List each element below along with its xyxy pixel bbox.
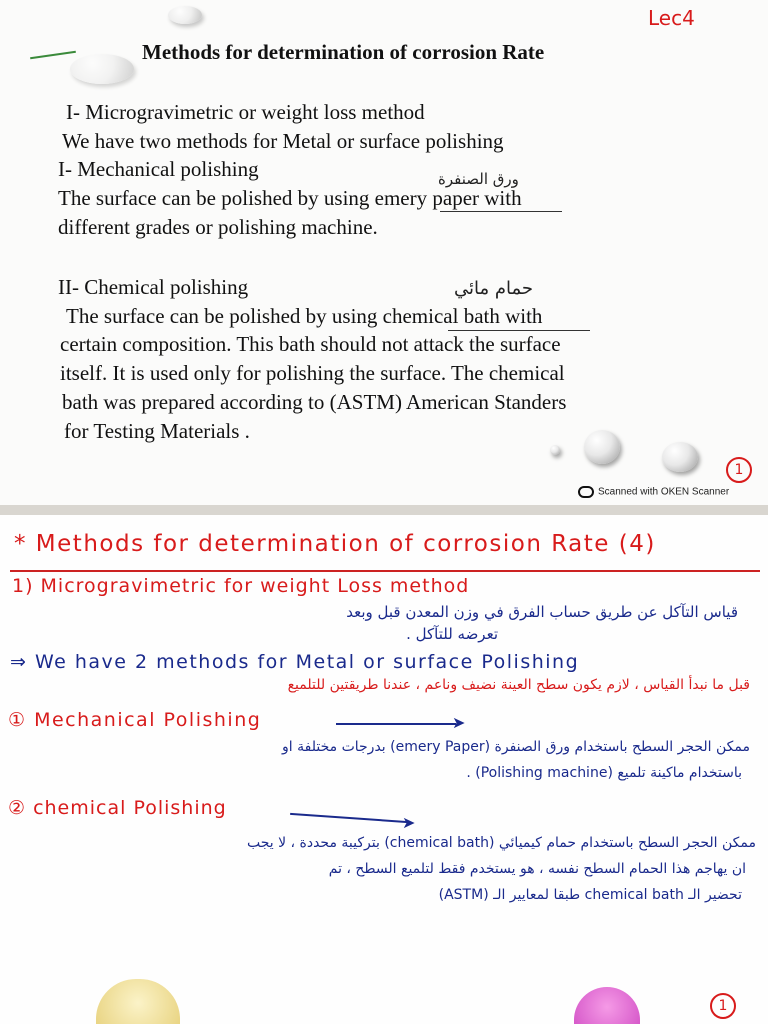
text-line: We have two methods for Metal or surface polishing — [62, 129, 504, 153]
typed-notes-page — [0, 0, 768, 505]
page-number: 1 — [718, 998, 728, 1014]
arrow-line — [290, 813, 408, 823]
scanner-text: Scanned with OKEN Scanner — [598, 486, 730, 498]
water-drop — [550, 445, 560, 455]
arabic-note: ان يهاجم هذا الحمام السطح نفسه ، هو يستخدم فقط لتلميع السطح ، تم — [328, 861, 746, 877]
text-line: for Testing Materials . — [64, 419, 250, 443]
page-number: 1 — [734, 462, 744, 478]
methods-line: ⇒ We have 2 methods for Metal or surface Polishing — [10, 651, 580, 673]
clip-decoration — [574, 987, 640, 1024]
arabic-note: ممكن الحجر السطح باستخدام حمام كيميائي (chemical bath) بتركيبة محددة ، لا يجب — [246, 835, 756, 851]
clip-decoration — [96, 979, 180, 1024]
title-underline — [10, 570, 760, 572]
arabic-note: ممكن الحجر السطح باستخدام ورق الصنفرة (emery Paper) بدرجات مختلفة او — [282, 739, 750, 755]
emery-underline — [440, 211, 562, 212]
annotation-bath-arabic: حمام مائي — [454, 278, 534, 299]
heading-microgravimetric: 1) Microgravimetric for weight Loss method — [12, 575, 470, 597]
page-title: Methods for determination of corrosion Rate — [142, 40, 545, 64]
arabic-note: قياس التآكل عن طريق حساب الفرق في وزن المعدن قبل وبعد — [346, 603, 738, 621]
subheading-chemical: II- Chemical polishing — [58, 275, 249, 299]
text-line: The surface can be polished by using emery paper with — [58, 186, 522, 210]
handwritten-title: * Methods for determination of corrosion Rate (4) — [14, 531, 656, 557]
heading-chemical: ② chemical Polishing — [8, 797, 227, 819]
text-line: The surface can be polished by using chemical bath with — [66, 304, 543, 328]
text-line: bath was prepared according to (ASTM) American Standers — [62, 390, 567, 414]
arrow-head-icon: ➤ — [452, 713, 466, 732]
handwritten-notes-page — [0, 515, 768, 1024]
scanner-watermark — [578, 486, 729, 498]
text-line: certain composition. This bath should not attack the surface — [60, 332, 561, 356]
text-line: different grades or polishing machine. — [58, 215, 378, 239]
scanner-logo-icon — [578, 486, 594, 498]
water-drop — [662, 442, 698, 472]
text-line: itself. It is used only for polishing the surface. The chemical — [60, 361, 565, 385]
arrow-head-icon: ➤ — [402, 813, 416, 832]
water-drop — [70, 54, 134, 84]
section-heading-microgravimetric: I- Microgravimetric or weight loss method — [66, 100, 425, 124]
lecture-label: Lec4 — [648, 6, 695, 30]
water-drop — [168, 6, 202, 24]
heading-mechanical: ① Mechanical Polishing — [8, 709, 262, 731]
arabic-note: قبل ما نبدأ القياس ، لازم يكون سطح العينة نضيف وناعم ، عندنا طريقتين للتلميع — [287, 677, 750, 693]
arabic-note: تحضير الـ chemical bath طبقا لمعايير الـ (ASTM) — [438, 887, 742, 903]
arrow-line — [336, 723, 456, 725]
subheading-mechanical: I- Mechanical polishing — [58, 157, 259, 181]
annotation-emery-arabic: ورق الصنفرة — [438, 170, 519, 188]
page-number-circle — [710, 993, 736, 1019]
pen-mark — [30, 51, 76, 59]
chemical-bath-underline — [448, 330, 590, 331]
arabic-note: تعرضه للتآكل . — [406, 625, 498, 643]
page-number-circle — [726, 457, 752, 483]
arabic-note: باستخدام ماكينة تلميع (Polishing machine) . — [466, 765, 742, 781]
water-drop — [584, 430, 620, 464]
